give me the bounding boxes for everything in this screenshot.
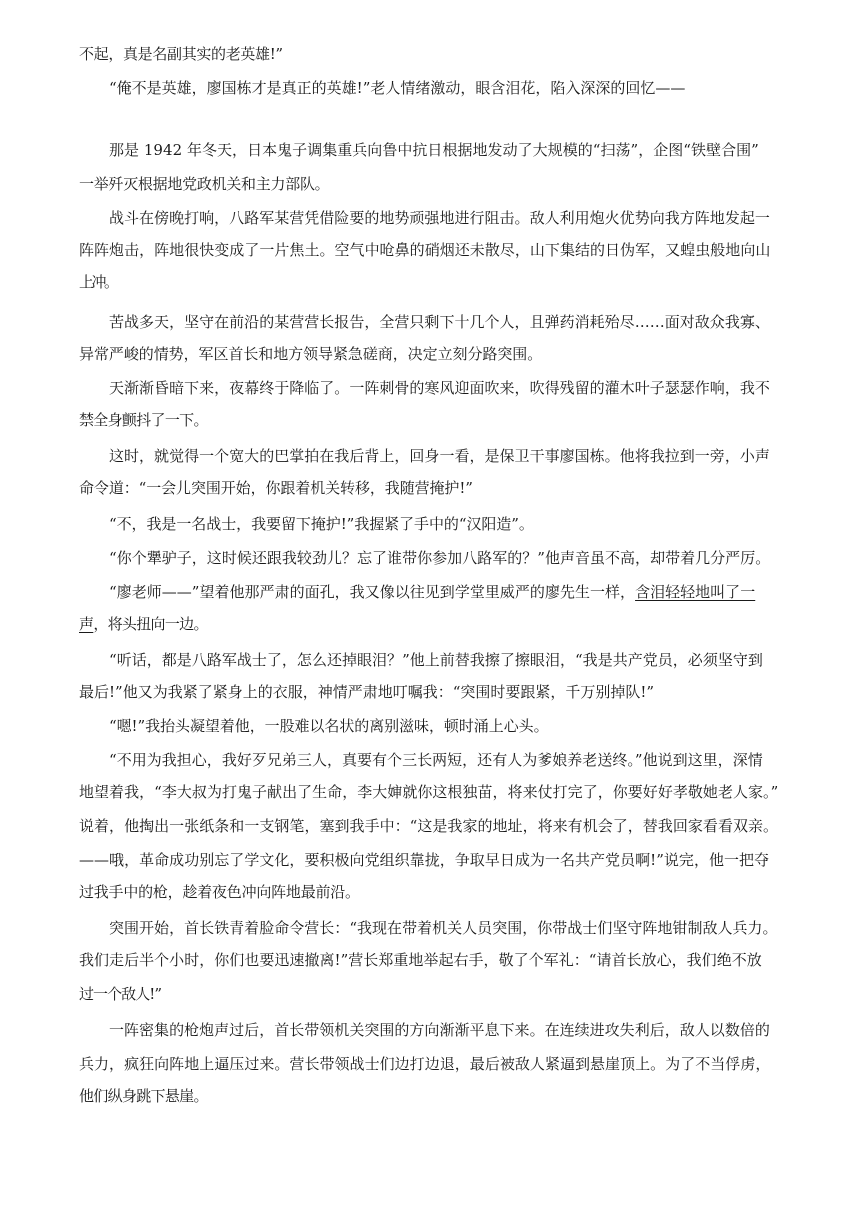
text-line: 那是 1942 年冬天，日本鬼子调集重兵向鲁中抗日根据地发动了大规模的“扫荡”，企图“铁壁合围” [109,141,759,159]
text-line: 上冲。 [79,273,117,291]
text-line: 地望着我，“李大叔为打鬼子献出了生命，李大婶就你这根独苗，将来仗打完了，你要好好孝敬她老人家。” [79,783,779,801]
text-line: 说着，他掏出一张纸条和一支钢笔，塞到我手中：“这是我家的地址，将来有机会了，替我回家看看双亲。 [79,817,779,835]
text-line: 他们纵身跳下悬崖。 [79,1087,208,1105]
text-line: 禁全身颤抖了一下。 [79,411,208,429]
text-line: 这时，就觉得一个宽大的巴掌拍在我后背上，回身一看，是保卫干事廖国栋。他将我拉到一旁，小声 [109,447,770,465]
text-line: 突围开始，首长铁青着脸命令营长：“我现在带着机关人员突围，你带战士们坚守阵地钳制敌人兵力。 [109,919,778,937]
text-line: 一举歼灭根据地党政机关和主力部队。 [79,175,330,193]
text-line: “你个犟驴子，这时候还跟我较劲儿？忘了谁带你参加八路军的？”他声音虽不高，却带着几分严厉。 [109,549,771,567]
underlined-phrase-continued: 声 [79,615,94,633]
text-line: 战斗在傍晚打响，八路军某营凭借险要的地势顽强地进行阻击。敌人利用炮火优势向我方阵地发起一 [109,209,770,227]
text-line [0,582,860,602]
text-line: 阵阵炮击，阵地很快变成了一片焦土。空气中呛鼻的硝烟还未散尽，山下集结的日伪军，又蝗虫般地向山 [79,241,771,259]
underlined-phrase: 含泪轻轻地叫了一 [635,583,756,601]
text-line: 命令道：“一会儿突围开始，你跟着机关转移，我随营掩护!” [79,479,473,497]
text-line: 最后!”他又为我紧了紧身上的衣服，神情严肃地叮嘱我：“突围时要跟紧，千万别掉队!” [79,683,655,701]
text-line: “听话，都是八路军战士了，怎么还掉眼泪？”他上前替我擦了擦眼泪，“我是共产党员，必须坚守到 [109,651,763,669]
text-segment: ，将头扭向一边。 [93,615,208,633]
text-line: “嗯!”我抬头凝望着他，一股难以名状的离别滋味，顿时涌上心头。 [109,717,549,735]
text-line: 我们走后半个小时，你们也要迅速撤离!”营长郑重地举起右手，敬了个军礼：“请首长放心，我们绝不放 [79,951,762,969]
text-line: 兵力，疯狂向阵地上逼压过来。营长带领战士们边打边退，最后被敌人紧逼到悬崖顶上。为了不当俘虏， [79,1055,771,1073]
text-line: “俺不是英雄，廖国栋才是真正的英雄!”老人情绪激动，眼含泪花，陷入深深的回忆—— [109,79,686,97]
text-line: 苦战多天，坚守在前沿的某营营长报告，全营只剩下十几个人，且弹药消耗殆尽……面对敌众我寡、 [109,313,770,331]
text-segment: “廖老师——”望着他那严肃的面孔，我又像以往见到学堂里威严的廖先生一样， [109,583,636,601]
text-line [0,614,860,634]
text-line: ——哦，革命成功别忘了学文化，要积极向党组织靠拢，争取早日成为一名共产党员啊!”说完，他一把夺 [79,851,770,869]
text-line: “不用为我担心，我好歹兄弟三人，真要有个三长两短，还有人为爹娘养老送终。”他说到这里，深情 [109,751,763,769]
text-line: 天渐渐昏暗下来，夜幕终于降临了。一阵刺骨的寒风迎面吹来，吹得残留的灌木叶子瑟瑟作响，我不 [109,379,770,397]
text-line: 过我手中的枪，趁着夜色冲向阵地最前沿。 [79,883,360,901]
text-line: 一阵密集的枪炮声过后，首长带领机关突围的方向渐渐平息下来。在连续进攻失利后，敌人以数倍的 [109,1021,770,1039]
text-line: 异常严峻的情势，军区首长和地方领导紧急磋商，决定立刻分路突围。 [79,345,543,363]
text-line: “不，我是一名战士，我要留下掩护!”我握紧了手中的“汉阳造”。 [109,515,534,533]
text-line: 不起，真是名副其实的老英雄!” [79,45,283,63]
text-line: 过一个敌人!” [79,985,162,1003]
